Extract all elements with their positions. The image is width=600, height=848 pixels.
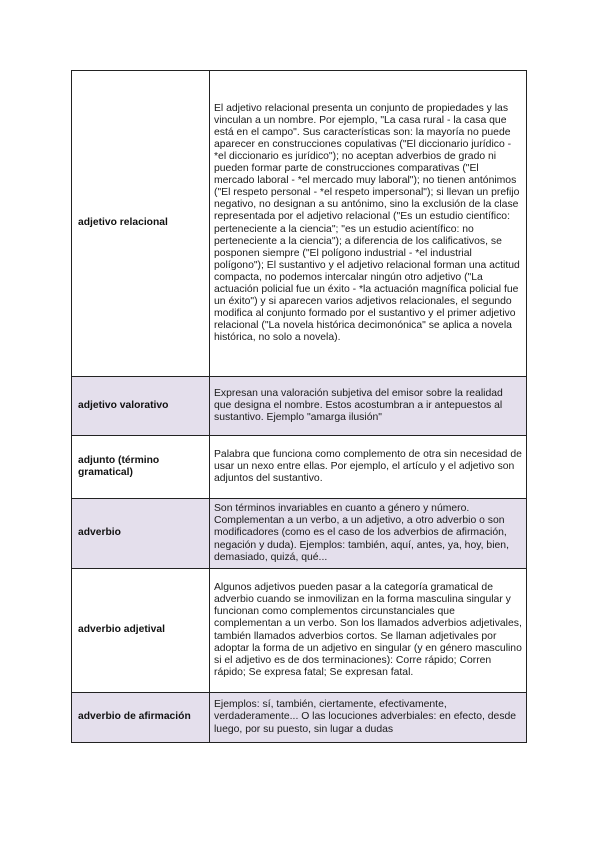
table-row	[72, 693, 527, 743]
table-row	[72, 436, 527, 499]
definition-cell: Expresan una valoración subjetiva del emisor sobre la realidad que designa el nombre. Estos acostumbran a ir antepuestos al sustantivo. Ejemplo "amarga ilusión"	[210, 377, 527, 436]
table-row	[72, 377, 527, 436]
term-cell: adjetivo relacional	[72, 71, 210, 377]
term-cell: adverbio de afirmación	[72, 693, 210, 743]
term-cell: adverbio adjetival	[72, 569, 210, 693]
definition-cell: Algunos adjetivos pueden pasar a la categoría gramatical de adverbio cuando se inmovilizan en la forma masculina singular y funcionan como complementos circunstanciales que complementan a un verbo. Son los llamados adverbios adjetivales, también llamados adverbios cortos. Se llaman adjetivales por adoptar la forma de un adjetivo en singular (y en género masculino si el adjetivo es de dos terminaciones): Corre rápido; Corren rápido; Se expresa fatal; Se expresan fatal.	[210, 569, 527, 693]
definition-cell: Son términos invariables en cuanto a género y número. Complementan a un verbo, a un adjetivo, a otro adverbio o son modificadores (como es el caso de los adverbios de afirmación, negación y duda). Ejemplos: también, aquí, antes, ya, hoy, bien, demasiado, quizá, qué...	[210, 499, 527, 569]
definition-cell: Ejemplos: sí, también, ciertamente, efectivamente, verdaderamente... O las locuciones adverbiales: en efecto, desde luego, por su puesto, sin lugar a dudas	[210, 693, 527, 743]
table-row	[72, 71, 527, 377]
term-cell: adjunto (término gramatical)	[72, 436, 210, 499]
table-row	[72, 499, 527, 569]
definition-cell: El adjetivo relacional presenta un conjunto de propiedades y las vinculan a un nombre. Por ejemplo, "La casa rural - la casa que está en el campo". Sus características son: la mayoría no puede aparecer en construcciones copulativas ("El diccionario jurídico - *el diccionario es jurídico"); no aceptan adverbios de grado ni pueden formar parte de construcciones comparativas ("El mercado laboral - *el mercado muy laboral"); no tienen antónimos ("El respeto personal - *el respeto impersonal"); si llevan un prefijo negativo, no designan a su antónimo, sino la exclusión de la clase representada por el adjetivo relacional ("Es un estudio científico: perteneciente a la ciencia"; "es un estudio acientífico: no perteneciente a la ciencia"); a diferencia de los calificativos, se posponen siempre ("El polígono industrial - *el industrial polígono"); El sustantivo y el adjetivo relacional forman una actitud compacta, no podemos intercalar ningún otro adjetivo ("La actuación policial fue un éxito - *la actuación magnífica policial fue un éxito") y si aparecen varios adjetivos relacionales, el segundo modifica al conjunto formado por el sustantivo y el primer adjetivo relacional ("La novela histórica decimonónica" se aplica a novela histórica, no solo a novela).	[210, 71, 527, 377]
table-row	[72, 569, 527, 693]
definition-cell: Palabra que funciona como complemento de otra sin necesidad de usar un nexo entre ellas. Por ejemplo, el artículo y el adjetivo son adjuntos del sustantivo.	[210, 436, 527, 499]
term-cell: adverbio	[72, 499, 210, 569]
term-cell: adjetivo valorativo	[72, 377, 210, 436]
glossary-table	[71, 70, 527, 743]
